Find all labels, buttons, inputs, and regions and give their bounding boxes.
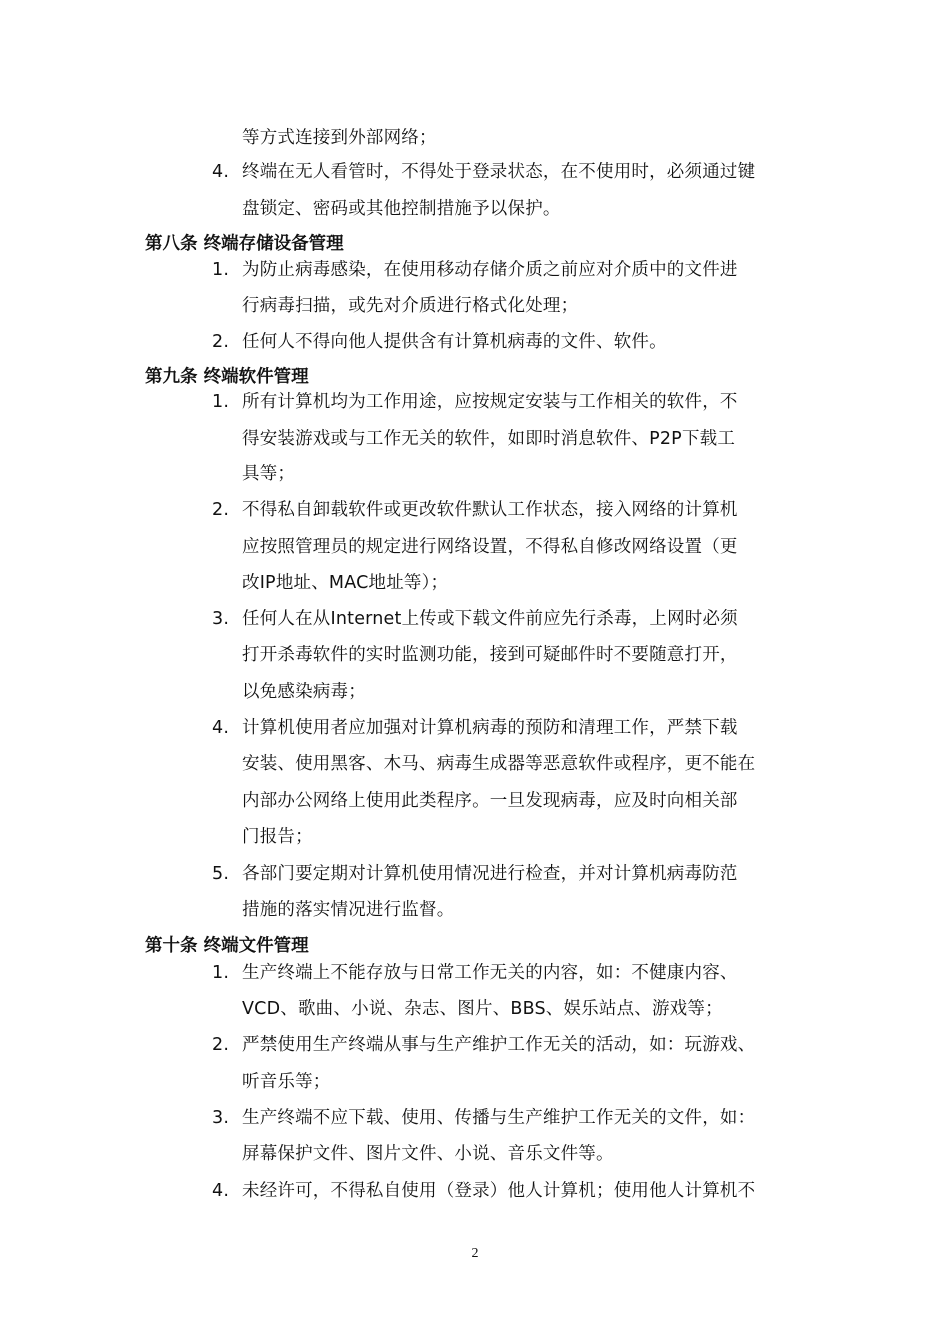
item-text: 得安装游戏或与工作无关的软件，如即时消息软件、P2P下载工 xyxy=(242,429,736,449)
item-number: 1. xyxy=(212,260,230,280)
item-text: 未经许可，不得私自使用（登录）他人计算机；使用他人计算机不 xyxy=(242,1181,756,1201)
item-text: 不得私自卸载软件或更改软件默认工作状态，接入网络的计算机 xyxy=(242,500,738,520)
item-text: 应按照管理员的规定进行网络设置，不得私自修改网络设置（更 xyxy=(242,537,738,557)
item-number: 2. xyxy=(212,500,230,520)
item-number: 1. xyxy=(212,963,230,983)
item-text: 屏幕保护文件、图片文件、小说、音乐文件等。 xyxy=(242,1144,614,1164)
page-number: 2 xyxy=(471,1246,479,1261)
item-number: 4. xyxy=(212,718,230,738)
item-text: 门报告； xyxy=(242,827,313,847)
item-text: 安装、使用黑客、木马、病毒生成器等恶意软件或程序，更不能在 xyxy=(242,754,756,774)
item-text: VCD、歌曲、小说、杂志、图片、BBS、娱乐站点、游戏等； xyxy=(242,999,723,1019)
item-text: 盘锁定、密码或其他控制措施予以保护。 xyxy=(242,199,561,219)
item-text: 听音乐等； xyxy=(242,1072,331,1092)
item-text: 行病毒扫描，或先对介质进行格式化处理； xyxy=(242,296,579,316)
item-text: 生产终端上不能存放与日常工作无关的内容，如：不健康内容、 xyxy=(242,963,738,983)
item-text: 措施的落实情况进行监督。 xyxy=(242,900,455,920)
item-text: 各部门要定期对计算机使用情况进行检查，并对计算机病毒防范 xyxy=(242,864,738,884)
item-text: 内部办公网络上使用此类程序。一旦发现病毒，应及时向相关部 xyxy=(242,791,738,811)
section-heading-article-10: 第十条 终端文件管理 xyxy=(145,936,309,956)
item-text: 具等； xyxy=(242,464,296,484)
item-text: 严禁使用生产终端从事与生产维护工作无关的活动，如：玩游戏、 xyxy=(242,1035,756,1055)
item-text: 所有计算机均为工作用途，应按规定安装与工作相关的软件，不 xyxy=(242,392,738,412)
item-text: 打开杀毒软件的实时监测功能，接到可疑邮件时不要随意打开， xyxy=(242,645,738,665)
item-text: 任何人不得向他人提供含有计算机病毒的文件、软件。 xyxy=(242,332,667,352)
item-number: 4. xyxy=(212,1181,230,1201)
item-text: 终端在无人看管时，不得处于登录状态，在不使用时，必须通过键 xyxy=(242,162,756,182)
item-number: 1. xyxy=(212,392,230,412)
item-text: 生产终端不应下载、使用、传播与生产维护工作无关的文件，如： xyxy=(242,1108,756,1128)
item-text: 计算机使用者应加强对计算机病毒的预防和清理工作，严禁下载 xyxy=(242,718,738,738)
section-heading-article-8: 第八条 终端存储设备管理 xyxy=(145,234,344,254)
item-number: 2. xyxy=(212,1035,230,1055)
section-heading-article-9: 第九条 终端软件管理 xyxy=(145,367,309,387)
item-text: 任何人在从Internet上传或下载文件前应先行杀毒，上网时必须 xyxy=(242,609,738,629)
item-number: 3. xyxy=(212,1108,230,1128)
item-text: 等方式连接到外部网络； xyxy=(242,128,437,148)
item-text: 改IP地址、MAC地址等）； xyxy=(242,573,449,593)
item-text: 为防止病毒感染，在使用移动存储介质之前应对介质中的文件进 xyxy=(242,260,738,280)
item-number: 5. xyxy=(212,864,230,884)
item-number: 2. xyxy=(212,332,230,352)
item-number: 4. xyxy=(212,162,230,182)
item-text: 以免感染病毒； xyxy=(242,682,366,702)
item-number: 3. xyxy=(212,609,230,629)
